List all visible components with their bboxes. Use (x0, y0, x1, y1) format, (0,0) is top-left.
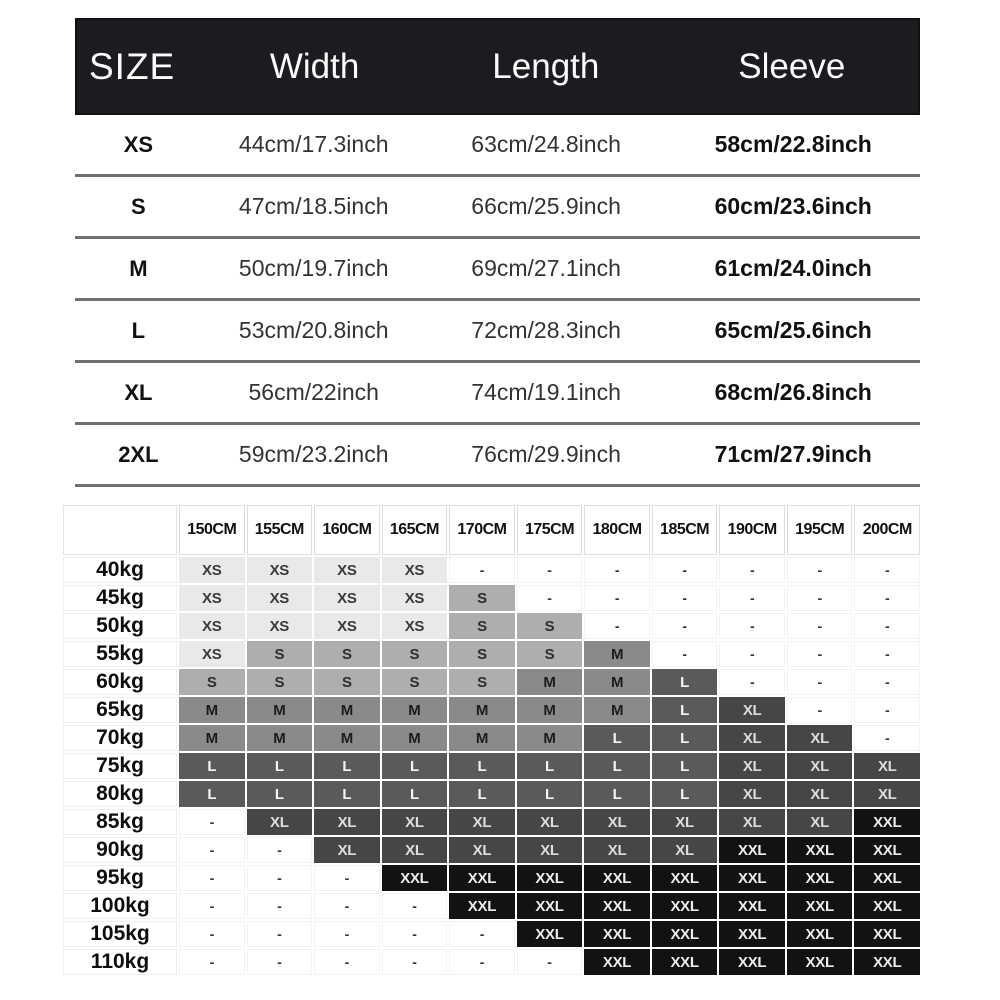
matrix-size-cell: L (652, 697, 718, 723)
matrix-size-cell: M (449, 697, 515, 723)
row-divider (75, 484, 920, 487)
matrix-size-cell: XXL (787, 865, 853, 891)
matrix-size-cell: XL (854, 753, 920, 779)
height-header: 200CM (854, 505, 920, 555)
size-label: XL (124, 379, 153, 405)
height-header: 150CM (179, 505, 245, 555)
header-length-label: Length (492, 46, 600, 86)
height-header: 165CM (382, 505, 448, 555)
matrix-empty-cell: - (584, 585, 650, 611)
matrix-size-cell: XXL (584, 893, 650, 919)
height-header: 175CM (517, 505, 583, 555)
size-table-row (75, 301, 920, 360)
matrix-size-cell: XXL (449, 893, 515, 919)
matrix-size-cell: XXL (652, 949, 718, 975)
matrix-size-cell: L (314, 753, 380, 779)
matrix-size-cell: XL (787, 809, 853, 835)
matrix-size-cell: XXL (382, 865, 448, 891)
width-value: 56cm/22inch (248, 379, 379, 405)
matrix-empty-cell: - (787, 641, 853, 667)
matrix-size-cell: S (449, 613, 515, 639)
matrix-empty-cell: - (719, 641, 785, 667)
matrix-empty-cell: - (652, 557, 718, 583)
matrix-size-cell: XL (449, 837, 515, 863)
matrix-size-cell: S (382, 669, 448, 695)
matrix-size-cell: L (584, 781, 650, 807)
matrix-size-cell: XXL (854, 949, 920, 975)
matrix-size-cell: S (314, 669, 380, 695)
matrix-size-cell: L (517, 781, 583, 807)
weight-label: 80kg (63, 781, 177, 807)
matrix-size-cell: L (314, 781, 380, 807)
matrix-size-cell: S (179, 669, 245, 695)
matrix-size-cell: L (179, 753, 245, 779)
weight-label: 105kg (63, 921, 177, 947)
matrix-empty-cell: - (854, 669, 920, 695)
matrix-size-cell: XXL (584, 949, 650, 975)
matrix-size-cell: XL (449, 809, 515, 835)
matrix-size-cell: M (584, 641, 650, 667)
matrix-empty-cell: - (854, 697, 920, 723)
size-table-rows (75, 115, 920, 487)
matrix-empty-cell: - (787, 669, 853, 695)
matrix-size-cell: M (179, 697, 245, 723)
matrix-size-cell: XXL (719, 837, 785, 863)
matrix-size-cell: L (449, 781, 515, 807)
matrix-empty-cell: - (854, 641, 920, 667)
matrix-empty-cell: - (787, 585, 853, 611)
matrix-size-cell: S (449, 585, 515, 611)
weight-label: 95kg (63, 865, 177, 891)
matrix-empty-cell: - (179, 921, 245, 947)
matrix-size-cell: XS (247, 613, 313, 639)
matrix-empty-cell: - (449, 949, 515, 975)
matrix-size-cell: L (584, 725, 650, 751)
matrix-size-cell: XXL (517, 865, 583, 891)
matrix-size-cell: XL (517, 809, 583, 835)
weight-label: 85kg (63, 809, 177, 835)
matrix-size-cell: XL (247, 809, 313, 835)
matrix-size-cell: S (517, 613, 583, 639)
matrix-size-cell: XS (179, 557, 245, 583)
matrix-size-cell: M (517, 725, 583, 751)
height-header: 155CM (247, 505, 313, 555)
matrix-size-cell: XXL (854, 893, 920, 919)
matrix-size-cell: S (314, 641, 380, 667)
matrix-size-cell: XL (517, 837, 583, 863)
size-label: XS (123, 131, 154, 157)
matrix-size-cell: XL (584, 809, 650, 835)
size-table-row (75, 177, 920, 236)
matrix-size-cell: L (247, 781, 313, 807)
matrix-size-cell: XL (719, 753, 785, 779)
matrix-size-cell: L (382, 753, 448, 779)
matrix-empty-cell: - (449, 921, 515, 947)
matrix-empty-cell: - (179, 837, 245, 863)
matrix-size-cell: XL (787, 781, 853, 807)
weight-label: 45kg (63, 585, 177, 611)
weight-label: 60kg (63, 669, 177, 695)
matrix-size-cell: XL (382, 809, 448, 835)
matrix-size-cell: XS (382, 557, 448, 583)
matrix-size-cell: L (652, 725, 718, 751)
matrix-empty-cell: - (719, 613, 785, 639)
matrix-size-cell: M (382, 697, 448, 723)
matrix-empty-cell: - (179, 893, 245, 919)
matrix-size-cell: L (652, 669, 718, 695)
matrix-size-cell: L (179, 781, 245, 807)
header-sleeve-label: Sleeve (738, 46, 846, 86)
matrix-size-cell: M (517, 669, 583, 695)
matrix-size-cell: XXL (787, 949, 853, 975)
matrix-size-cell: S (517, 641, 583, 667)
matrix-empty-cell: - (247, 921, 313, 947)
matrix-size-cell: M (449, 725, 515, 751)
matrix-empty-cell: - (314, 949, 380, 975)
matrix-size-cell: XXL (854, 865, 920, 891)
matrix-empty-cell: - (179, 809, 245, 835)
matrix-empty-cell: - (314, 921, 380, 947)
matrix-empty-cell: - (517, 949, 583, 975)
matrix-size-cell: XL (787, 753, 853, 779)
size-table-row (75, 239, 920, 298)
matrix-size-cell: S (382, 641, 448, 667)
matrix-size-cell: S (247, 669, 313, 695)
matrix-size-cell: XS (247, 557, 313, 583)
matrix-size-cell: XXL (449, 865, 515, 891)
height-header: 185CM (652, 505, 718, 555)
weight-label: 55kg (63, 641, 177, 667)
matrix-size-cell: XXL (787, 893, 853, 919)
sleeve-value: 60cm/23.6inch (714, 193, 872, 219)
matrix-size-cell: XXL (517, 921, 583, 947)
matrix-size-cell: L (652, 781, 718, 807)
matrix-size-cell: XXL (652, 893, 718, 919)
matrix-size-cell: XXL (854, 921, 920, 947)
matrix-size-cell: XXL (787, 921, 853, 947)
width-value: 44cm/17.3inch (238, 131, 389, 157)
size-label: L (131, 317, 146, 343)
matrix-empty-cell: - (314, 865, 380, 891)
weight-label: 40kg (63, 557, 177, 583)
matrix-size-cell: M (584, 697, 650, 723)
matrix-size-cell: M (247, 725, 313, 751)
sleeve-value: 65cm/25.6inch (714, 317, 872, 343)
matrix-size-cell: XXL (787, 837, 853, 863)
height-header: 160CM (314, 505, 380, 555)
matrix-empty-cell: - (247, 837, 313, 863)
matrix-size-cell: XL (719, 809, 785, 835)
size-label: M (129, 255, 148, 281)
matrix-empty-cell: - (584, 557, 650, 583)
matrix-size-cell: XL (314, 809, 380, 835)
matrix-size-cell: M (179, 725, 245, 751)
matrix-empty-cell: - (787, 697, 853, 723)
matrix-size-cell: L (517, 753, 583, 779)
size-label: 2XL (118, 441, 159, 467)
matrix-size-cell: S (449, 669, 515, 695)
size-table-row (75, 115, 920, 174)
matrix-empty-cell: - (517, 557, 583, 583)
matrix-size-cell: M (314, 697, 380, 723)
matrix-empty-cell: - (854, 557, 920, 583)
matrix-size-cell: XXL (652, 865, 718, 891)
matrix-empty-cell: - (382, 921, 448, 947)
matrix-size-cell: XS (382, 585, 448, 611)
matrix-size-cell: L (584, 753, 650, 779)
matrix-size-cell: M (314, 725, 380, 751)
matrix-size-cell: S (247, 641, 313, 667)
matrix-size-cell: M (247, 697, 313, 723)
weight-label: 50kg (63, 613, 177, 639)
matrix-size-cell: S (449, 641, 515, 667)
matrix-size-cell: L (247, 753, 313, 779)
sleeve-value: 61cm/24.0inch (714, 255, 872, 281)
matrix-empty-cell: - (787, 557, 853, 583)
matrix-empty-cell: - (719, 585, 785, 611)
matrix-empty-cell: - (652, 641, 718, 667)
length-value: 72cm/28.3inch (471, 317, 621, 343)
length-value: 76cm/29.9inch (471, 441, 621, 467)
matrix-size-cell: XXL (854, 837, 920, 863)
matrix-size-cell: XXL (719, 949, 785, 975)
matrix-empty-cell: - (382, 949, 448, 975)
matrix-size-cell: XXL (719, 893, 785, 919)
matrix-empty-cell: - (854, 613, 920, 639)
weight-label: 65kg (63, 697, 177, 723)
matrix-size-cell: M (517, 697, 583, 723)
matrix-size-cell: XS (247, 585, 313, 611)
height-header: 195CM (787, 505, 853, 555)
matrix-size-cell: L (652, 753, 718, 779)
matrix-size-cell: M (382, 725, 448, 751)
matrix-size-cell: XL (652, 837, 718, 863)
matrix-empty-cell: - (787, 613, 853, 639)
height-weight-matrix (63, 505, 920, 975)
matrix-size-cell: XS (382, 613, 448, 639)
matrix-size-cell: L (449, 753, 515, 779)
matrix-size-cell: XXL (584, 921, 650, 947)
matrix-empty-cell: - (719, 557, 785, 583)
width-value: 50cm/19.7inch (238, 255, 389, 281)
sleeve-value: 68cm/26.8inch (714, 379, 872, 405)
sleeve-value: 58cm/22.8inch (714, 131, 872, 157)
matrix-size-cell: XL (719, 725, 785, 751)
matrix-empty-cell: - (247, 893, 313, 919)
matrix-empty-cell: - (179, 949, 245, 975)
matrix-empty-cell: - (179, 865, 245, 891)
matrix-size-cell: XL (314, 837, 380, 863)
matrix-corner-cell (63, 505, 177, 555)
matrix-size-cell: XL (584, 837, 650, 863)
matrix-empty-cell: - (247, 865, 313, 891)
height-header: 180CM (584, 505, 650, 555)
matrix-empty-cell: - (584, 613, 650, 639)
matrix-empty-cell: - (652, 585, 718, 611)
matrix-size-cell: XL (719, 697, 785, 723)
matrix-size-cell: XS (314, 585, 380, 611)
length-value: 74cm/19.1inch (471, 379, 621, 405)
header-size-label: SIZE (89, 45, 176, 87)
matrix-empty-cell: - (854, 585, 920, 611)
header-width-label: Width (269, 46, 360, 86)
matrix-empty-cell: - (247, 949, 313, 975)
size-table-header (75, 18, 920, 115)
matrix-size-cell: XXL (854, 809, 920, 835)
matrix-size-cell: XL (787, 725, 853, 751)
matrix-size-cell: XXL (652, 921, 718, 947)
size-label: S (131, 193, 146, 219)
weight-label: 90kg (63, 837, 177, 863)
weight-label: 100kg (63, 893, 177, 919)
matrix-size-cell: XS (179, 613, 245, 639)
matrix-empty-cell: - (382, 893, 448, 919)
matrix-empty-cell: - (854, 725, 920, 751)
weight-label: 70kg (63, 725, 177, 751)
height-header: 170CM (449, 505, 515, 555)
length-value: 66cm/25.9inch (471, 193, 621, 219)
matrix-size-cell: XL (652, 809, 718, 835)
size-table-row (75, 425, 920, 484)
matrix-size-cell: XL (719, 781, 785, 807)
width-value: 47cm/18.5inch (238, 193, 389, 219)
matrix-size-cell: XL (854, 781, 920, 807)
sleeve-value: 71cm/27.9inch (714, 441, 872, 467)
weight-label: 75kg (63, 753, 177, 779)
matrix-empty-cell: - (719, 669, 785, 695)
matrix-size-cell: XXL (719, 921, 785, 947)
matrix-size-cell: XS (314, 613, 380, 639)
matrix-empty-cell: - (517, 585, 583, 611)
matrix-empty-cell: - (449, 557, 515, 583)
matrix-size-cell: XS (179, 585, 245, 611)
length-value: 63cm/24.8inch (471, 131, 621, 157)
matrix-empty-cell: - (652, 613, 718, 639)
matrix-size-cell: XXL (719, 865, 785, 891)
matrix-empty-cell: - (314, 893, 380, 919)
matrix-size-cell: XXL (584, 865, 650, 891)
height-header: 190CM (719, 505, 785, 555)
matrix-size-cell: XS (179, 641, 245, 667)
matrix-size-cell: M (584, 669, 650, 695)
matrix-size-cell: XXL (517, 893, 583, 919)
length-value: 69cm/27.1inch (471, 255, 621, 281)
size-table-row (75, 363, 920, 422)
width-value: 59cm/23.2inch (238, 441, 389, 467)
matrix-size-cell: XS (314, 557, 380, 583)
width-value: 53cm/20.8inch (238, 317, 389, 343)
matrix-size-cell: XL (382, 837, 448, 863)
weight-label: 110kg (63, 949, 177, 975)
matrix-size-cell: L (382, 781, 448, 807)
